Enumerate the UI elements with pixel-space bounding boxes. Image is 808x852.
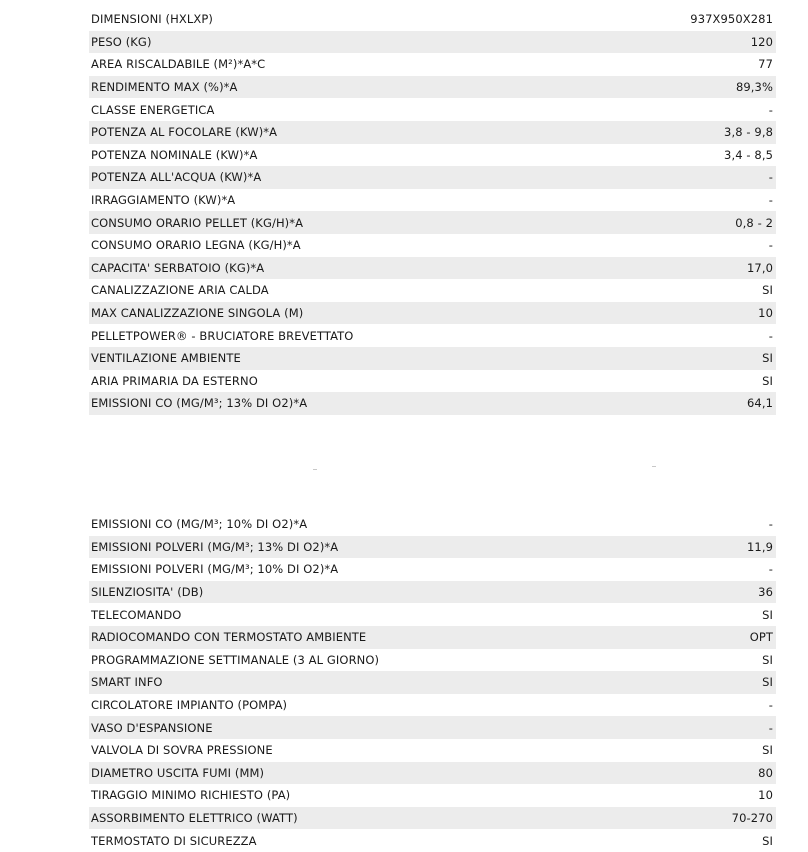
spec-value: - xyxy=(768,170,773,185)
spec-value: 11,9 xyxy=(746,539,773,554)
spec-label: CAPACITA' SERBATOIO (KG)*A xyxy=(91,260,265,275)
spec-label: IRRAGGIAMENTO (KW)*A xyxy=(91,193,236,208)
spec-row xyxy=(89,716,776,739)
spec-value: 80 xyxy=(758,765,773,780)
spec-value: 64,1 xyxy=(746,396,773,411)
spec-row xyxy=(89,234,776,257)
spec-row xyxy=(89,76,776,99)
spec-row xyxy=(89,513,776,536)
spec-value: SI xyxy=(762,283,773,298)
spec-label: POTENZA AL FOCOLARE (KW)*A xyxy=(91,125,278,140)
spec-row xyxy=(89,121,776,144)
spec-value: 17,0 xyxy=(746,260,773,275)
spec-label: VASO D'ESPANSIONE xyxy=(91,720,213,735)
spec-value: SI xyxy=(762,743,773,758)
spec-label: ASSORBIMENTO ELETTRICO (WATT) xyxy=(91,811,298,826)
spec-label: DIAMETRO USCITA FUMI (MM) xyxy=(91,765,265,780)
spec-label: EMISSIONI CO (MG/M³; 13% DI O2)*A xyxy=(91,396,308,411)
spec-row xyxy=(89,144,776,167)
spec-value: 10 xyxy=(758,788,773,803)
divider-mark-left xyxy=(313,469,317,470)
spec-value: - xyxy=(768,238,773,253)
spec-row xyxy=(89,302,776,325)
spec-label: SMART INFO xyxy=(91,675,163,690)
spec-row xyxy=(89,166,776,189)
spec-row xyxy=(89,829,776,852)
spec-label: VALVOLA DI SOVRA PRESSIONE xyxy=(91,743,273,758)
spec-value: SI xyxy=(762,607,773,622)
spec-label: RENDIMENTO MAX (%)*A xyxy=(91,80,238,95)
spec-row xyxy=(89,739,776,762)
spec-label: MAX CANALIZZAZIONE SINGOLA (M) xyxy=(91,306,304,321)
spec-label: EMISSIONI CO (MG/M³; 10% DI O2)*A xyxy=(91,517,308,532)
spec-value: 0,8 - 2 xyxy=(735,215,773,230)
spec-label: POTENZA ALL'ACQUA (KW)*A xyxy=(91,170,262,185)
spec-value: - xyxy=(768,193,773,208)
spec-row xyxy=(89,671,776,694)
spec-value: 3,8 - 9,8 xyxy=(724,125,773,140)
spec-label: TELECOMANDO xyxy=(91,607,182,622)
spec-row xyxy=(89,649,776,672)
spec-label: TERMOSTATO DI SICUREZZA xyxy=(91,833,257,848)
spec-label: ARIA PRIMARIA DA ESTERNO xyxy=(91,373,258,388)
spec-value: 77 xyxy=(758,57,773,72)
spec-label: CLASSE ENERGETICA xyxy=(91,102,215,117)
spec-row xyxy=(89,257,776,280)
spec-row xyxy=(89,8,776,31)
spec-row xyxy=(89,31,776,54)
spec-value: SI xyxy=(762,833,773,848)
spec-row xyxy=(89,603,776,626)
spec-label: SILENZIOSITA' (DB) xyxy=(91,585,204,600)
spec-value: 3,4 - 8,5 xyxy=(724,147,773,162)
spec-value: - xyxy=(768,517,773,532)
spec-label: CIRCOLATORE IMPIANTO (POMPA) xyxy=(91,698,288,713)
spec-value: SI xyxy=(762,675,773,690)
spec-row xyxy=(89,392,776,415)
spec-label: PROGRAMMAZIONE SETTIMANALE (3 AL GIORNO) xyxy=(91,652,380,667)
specs-table-upper xyxy=(89,8,776,415)
spec-value: 10 xyxy=(758,306,773,321)
spec-label: CANALIZZAZIONE ARIA CALDA xyxy=(91,283,269,298)
spec-row xyxy=(89,279,776,302)
spec-label: DIMENSIONI (HXLXP) xyxy=(91,12,213,27)
divider-mark-right xyxy=(652,466,656,467)
spec-label: PELLETPOWER® - BRUCIATORE BREVETTATO xyxy=(91,328,354,343)
spec-row xyxy=(89,762,776,785)
spec-value: - xyxy=(768,102,773,117)
spec-row xyxy=(89,536,776,559)
spec-value: - xyxy=(768,562,773,577)
spec-label: TIRAGGIO MINIMO RICHIESTO (PA) xyxy=(91,788,291,803)
spec-row xyxy=(89,370,776,393)
spec-value: OPT xyxy=(749,630,773,645)
spec-row xyxy=(89,626,776,649)
spec-row xyxy=(89,98,776,121)
spec-row xyxy=(89,53,776,76)
spec-value: SI xyxy=(762,373,773,388)
spec-row xyxy=(89,347,776,370)
spec-label: CONSUMO ORARIO LEGNA (KG/H)*A xyxy=(91,238,301,253)
spec-value: - xyxy=(768,328,773,343)
spec-value: SI xyxy=(762,652,773,667)
spec-value: - xyxy=(768,720,773,735)
spec-row xyxy=(89,324,776,347)
spec-value: 937X950X281 xyxy=(690,12,773,27)
spec-label: AREA RISCALDABILE (M²)*A*C xyxy=(91,57,266,72)
spec-label: PESO (KG) xyxy=(91,34,152,49)
spec-row xyxy=(89,784,776,807)
spec-label: EMISSIONI POLVERI (MG/M³; 10% DI O2)*A xyxy=(91,562,339,577)
spec-label: EMISSIONI POLVERI (MG/M³; 13% DI O2)*A xyxy=(91,539,339,554)
spec-label: POTENZA NOMINALE (KW)*A xyxy=(91,147,258,162)
spec-label: VENTILAZIONE AMBIENTE xyxy=(91,351,241,366)
spec-value: - xyxy=(768,698,773,713)
spec-label: RADIOCOMANDO CON TERMOSTATO AMBIENTE xyxy=(91,630,367,645)
specs-table-lower xyxy=(89,513,776,852)
spec-row xyxy=(89,558,776,581)
spec-row xyxy=(89,694,776,717)
spec-row xyxy=(89,189,776,212)
spec-row xyxy=(89,581,776,604)
spec-value: 70-270 xyxy=(731,811,773,826)
spec-value: 36 xyxy=(758,585,773,600)
spec-value: 120 xyxy=(750,34,773,49)
spec-value: SI xyxy=(762,351,773,366)
spec-row xyxy=(89,211,776,234)
spec-value: 89,3% xyxy=(735,80,773,95)
spec-row xyxy=(89,807,776,830)
spec-label: CONSUMO ORARIO PELLET (KG/H)*A xyxy=(91,215,304,230)
